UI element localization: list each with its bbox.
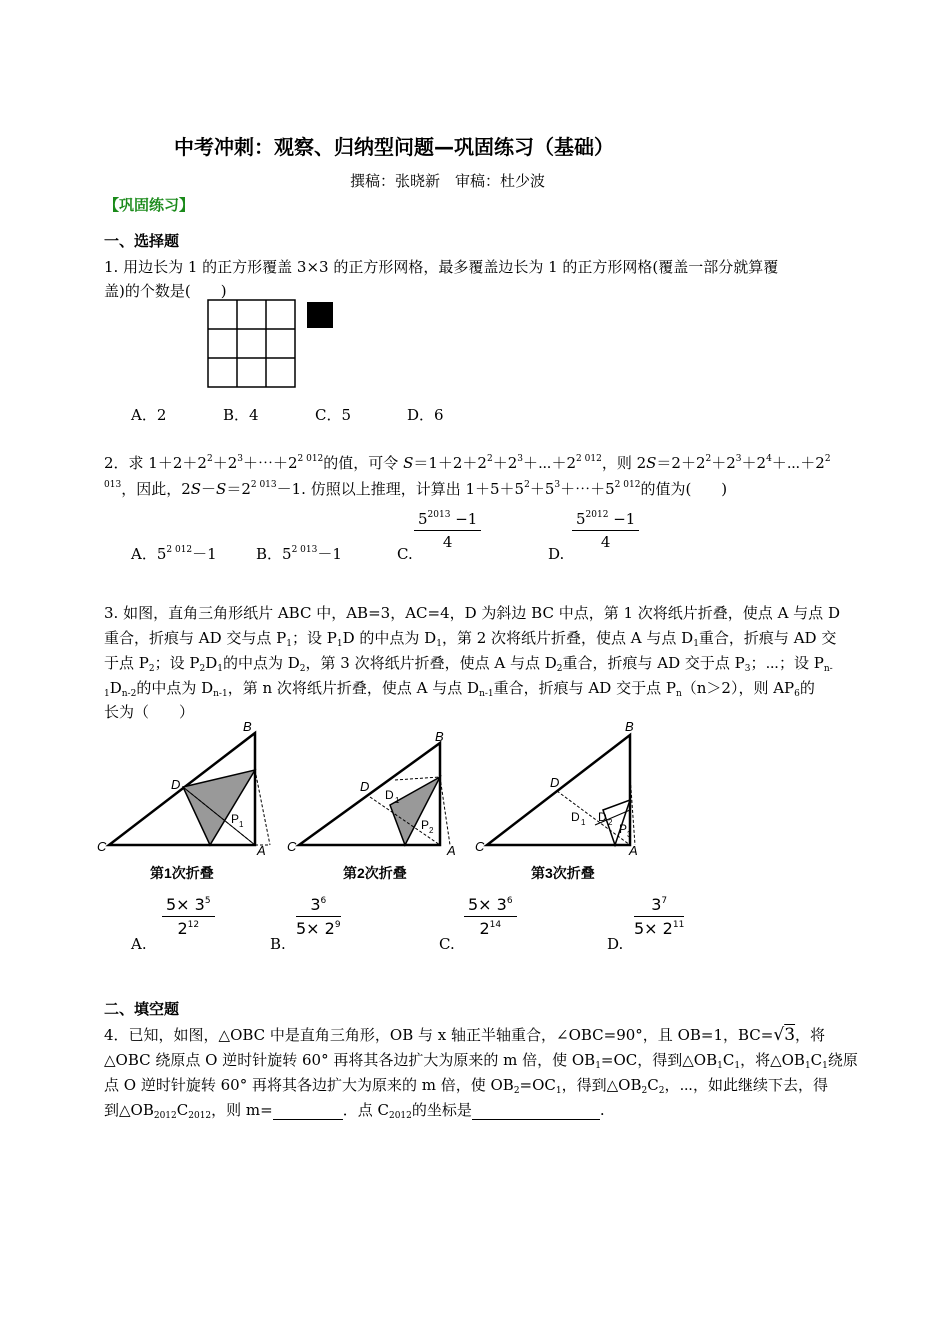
svg-text:D: D [598,810,607,824]
q4-line4: 到$\triangle OB_{2012}C_{2012}$，则 m= ．点 $C_{2012}$的坐标是 . [104,1101,605,1121]
svg-text:B: B [243,719,252,734]
svg-text:1: 1 [395,796,400,805]
section2-heading: 二、填空题 [104,1000,180,1018]
svg-text:B: B [625,719,634,734]
q2-option-a: A．$5^{2 012}-1$ [131,545,217,563]
q2-option-c-fraction: $\frac{5^{2013} -1}{4}$ [414,510,481,551]
svg-text:D: D [360,779,370,794]
svg-text:1: 1 [239,820,244,829]
svg-text:第3次折叠: 第3次折叠 [531,865,595,881]
q3-option-c-label: C. [439,935,455,953]
svg-text:A: A [447,843,456,858]
black-square [307,302,333,328]
q4-line3: 点 O 逆时针旋转 60° 再将其各边扩大为原来的 m 倍，使 $OB_2=OC_1$，得到$\triangle OB_2C_2$，⋯，如此继续下去，得 [104,1076,828,1096]
q4-line2: △OBC 绕原点 O 逆时针旋转 60° 再将其各边扩大为原来的 m 倍，使 $OB_1=OC$，得到$\triangle OB_1C_1$，将$\triangle OB_1C_1$绕原 [104,1051,858,1071]
q3-line5: 长为（ ） [104,703,195,721]
q3-line4: $_1D_{n-2}$的中点为 $D_{n-1}$，第 n 次将纸片折叠，使点 A 与点 $D_{n-1}$重合，折痕与 AD 交于点 $P_n(n>2)$，则 $AP_6$的 [104,679,815,699]
q1-grid-figure [205,297,340,392]
section-tag: 【巩固练习】 [104,196,195,214]
svg-text:P: P [421,818,430,832]
q2-option-d-fraction: $\frac{5^{2012} -1}{4}$ [572,510,639,551]
q2-option-b: B．$5^{2 013}-1$ [256,545,342,563]
svg-text:D: D [171,777,181,792]
section1-heading: 一、选择题 [104,232,180,250]
q1-option-d: D．6 [407,406,444,424]
svg-text:P: P [619,822,628,836]
svg-text:C: C [97,839,107,854]
svg-text:B: B [435,729,444,744]
q1-option-c: C．5 [315,406,352,424]
q3-fold-figures [95,715,655,885]
svg-text:C: C [287,839,297,854]
m-answer-blank[interactable] [273,1101,343,1120]
svg-text:1: 1 [581,818,586,827]
svg-text:第1次折叠: 第1次折叠 [150,865,214,881]
q1-option-a: A．2 [131,406,167,424]
q1-line1: 1. 用边长为 1 的正方形覆盖 3×3 的正方形网格，最多覆盖边长为 1 的正方形网格(覆盖一部分就算覆 [104,258,779,276]
svg-text:A: A [257,843,266,858]
svg-text:第2次折叠: 第2次折叠 [343,865,407,881]
q3-option-b-fraction: $\frac{3^6}{5\times 2^9}$ [296,895,341,938]
fold-figure-2 [287,729,456,881]
q2-option-d-label: D. [548,545,565,563]
q3-option-a-fraction: $\frac{5\times 3^5}{2^{12}}$ [162,895,215,938]
q3-option-a-label: A. [131,935,147,953]
q3-line3: 于点 $P_2$；设 $P_2D_1$的中点为 $D_2$，第 3 次将纸片折叠，使点 A 与点 $D_2$重合，折痕与 AD 交于点 $P_3$；⋯；设 $P_{n-}$ [104,654,833,674]
svg-text:D: D [385,788,394,802]
fold-figure-1 [97,719,270,881]
svg-text:3: 3 [627,830,632,839]
authors: 撰稿：张晓新 审稿：杜少波 [350,172,546,190]
q1-line2: 盖)的个数是( ) [104,282,227,300]
q3-line1: 3. 如图，直角三角形纸片 ABC 中，AB=3，AC=4，D 为斜边 BC 中点，第 1 次将纸片折叠，使点 A 与点 D [104,604,840,622]
svg-text:P: P [231,812,240,826]
q4-line1: 4．已知，如图，△OBC 中是直角三角形，OB 与 x 轴正半轴重合，∠OBC=90°，且 OB=1，BC=√3，将 [104,1025,826,1045]
fold-figure-3 [475,719,638,881]
svg-text:D: D [550,775,560,790]
q3-option-c-fraction: $\frac{5\times 3^6}{2^{14}}$ [464,895,517,938]
q3-line2: 重合，折痕与 AD 交与点 $P_1$；设 $P_1D$ 的中点为 $D_1$，第 2 次将纸片折叠，使点 A 与点 $D_1$重合，折痕与 AD 交 [104,629,837,649]
q2-line1: 2．求 $1+2+2^2+2^3+\cdots+2^{2 012}$的值，可令 $S=1+2+2^2+2^3+\cdots+2^{2 012}$，则 $2S=2+2^2+2^3+2^4+\cdots+2^2$ [104,454,831,472]
page-title: 中考冲刺：观察、归纳型问题—巩固练习（基础） [174,135,614,159]
svg-text:C: C [475,839,485,854]
q3-option-d-label: D. [607,935,624,953]
c2012-answer-blank[interactable] [472,1101,600,1120]
svg-text:D: D [571,810,580,824]
q3-option-d-fraction: $\frac{3^7}{5\times 2^{11}}$ [634,895,685,938]
q3-option-b-label: B. [270,935,286,953]
svg-text:2: 2 [429,826,434,835]
q2-line2: $^{013}$，因此，$2S-S=2^{2 013}-1$. 仿照以上推理，计算出 $1+5+5^2+5^3+\cdots+5^{2 012}$的值为( ) [104,480,728,498]
svg-text:2: 2 [608,818,613,827]
q1-option-b: B．4 [223,406,259,424]
q2-option-c-label: C. [397,545,413,563]
svg-text:A: A [629,843,638,858]
